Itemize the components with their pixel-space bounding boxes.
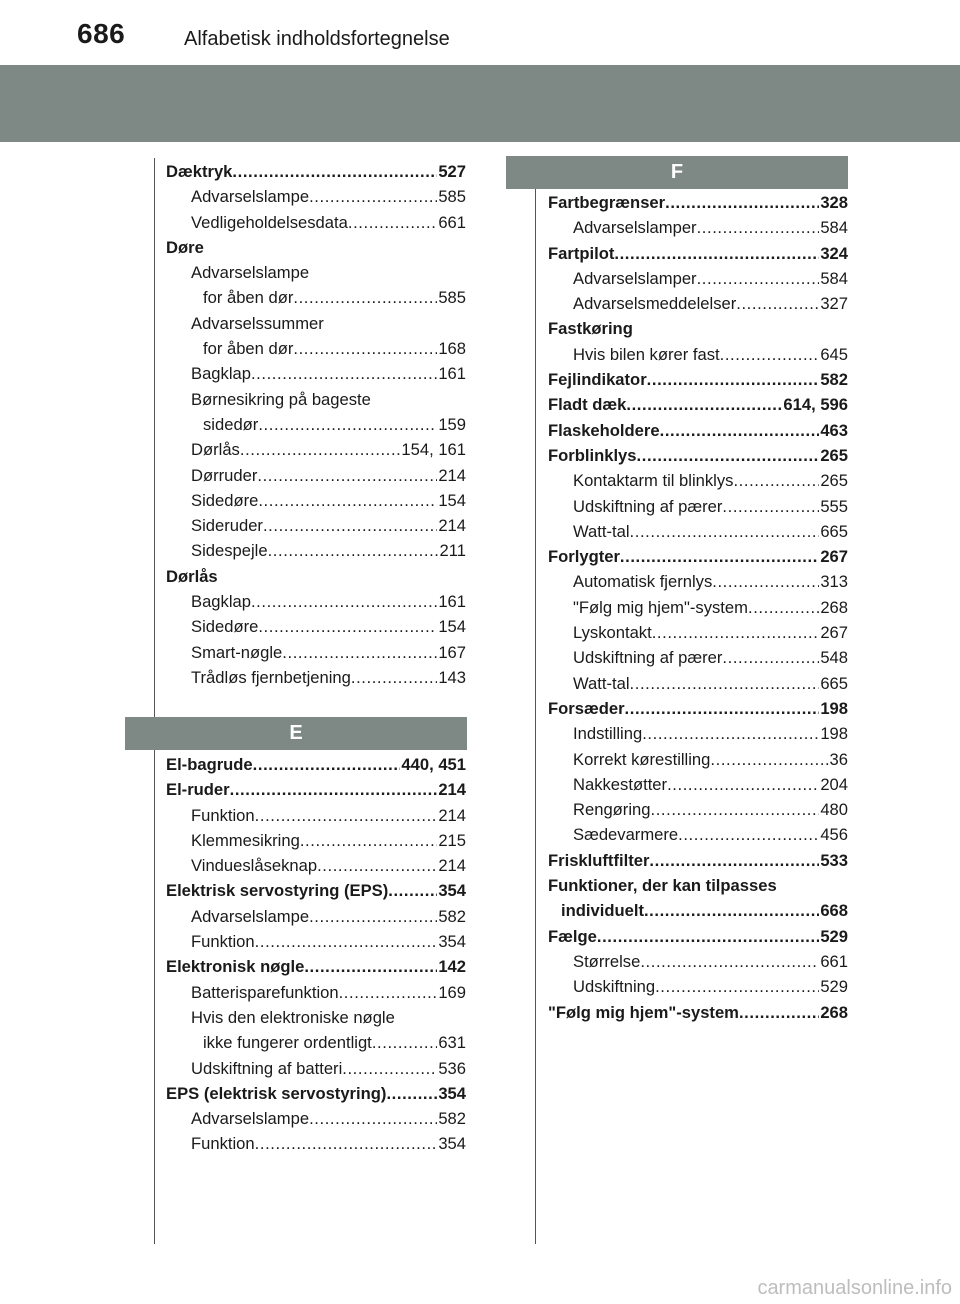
index-term: for åben dør xyxy=(203,339,294,359)
index-entry xyxy=(166,387,466,412)
dot-leader xyxy=(614,241,819,266)
dot-leader xyxy=(258,614,437,639)
index-term: Fastkøring xyxy=(548,319,633,339)
index-entry xyxy=(548,443,848,468)
dot-leader xyxy=(644,898,819,923)
page-reference: 265 xyxy=(820,471,848,491)
page-reference: 214 xyxy=(438,805,466,825)
dot-leader xyxy=(637,443,820,468)
index-term: Vindueslåseknap xyxy=(191,856,318,876)
page-reference: 267 xyxy=(820,547,848,567)
dot-leader xyxy=(293,285,437,310)
index-term: Sideruder xyxy=(191,516,263,536)
index-entry xyxy=(166,1005,466,1030)
index-entry xyxy=(166,1081,466,1106)
index-column-left-e xyxy=(166,752,466,1157)
index-entry xyxy=(548,772,848,797)
page-reference: 533 xyxy=(820,850,848,870)
dot-leader xyxy=(372,1030,438,1055)
page-reference: 555 xyxy=(820,496,848,516)
page-reference: 214 xyxy=(438,516,466,536)
index-entry xyxy=(548,645,848,670)
index-entry xyxy=(548,595,848,620)
index-entry xyxy=(548,392,848,417)
index-term: Fælge xyxy=(548,926,597,946)
index-entry xyxy=(548,190,848,215)
index-entry xyxy=(166,235,466,260)
index-term: individuelt xyxy=(561,901,644,921)
index-entry xyxy=(548,367,848,392)
dot-leader xyxy=(649,848,819,873)
index-term: Sidedøre xyxy=(191,490,259,510)
page-reference: 480 xyxy=(820,800,848,820)
dot-leader xyxy=(642,721,819,746)
page-reference: 614, 596 xyxy=(783,395,848,415)
index-entry xyxy=(548,316,848,341)
index-entry xyxy=(548,342,848,367)
page-reference: 585 xyxy=(438,187,466,207)
page-reference: 154, 161 xyxy=(401,440,466,460)
index-entry xyxy=(166,1030,466,1055)
index-entry xyxy=(166,564,466,589)
index-entry xyxy=(166,336,466,361)
dot-leader xyxy=(667,772,819,797)
index-entry xyxy=(166,513,466,538)
page-reference: 328 xyxy=(820,193,848,212)
dot-leader xyxy=(309,1106,437,1131)
dot-leader xyxy=(251,361,437,386)
index-entry xyxy=(166,210,466,235)
index-entry xyxy=(548,873,848,898)
index-term: Bagklap xyxy=(191,364,251,384)
index-entry xyxy=(166,184,466,209)
page-header xyxy=(0,0,960,142)
dot-leader xyxy=(253,752,401,777)
index-term: sidedør xyxy=(203,414,259,434)
index-term: Udskiftning af pærer xyxy=(573,648,723,668)
index-list-d xyxy=(166,159,466,690)
dot-leader xyxy=(710,747,828,772)
dot-leader xyxy=(626,392,782,417)
index-term: Watt-tal xyxy=(573,521,630,541)
page-reference: 154 xyxy=(438,490,466,510)
index-term: Udskiftning af batteri xyxy=(191,1058,343,1078)
index-entry xyxy=(548,974,848,999)
page-reference: 198 xyxy=(820,724,848,744)
index-entry xyxy=(166,311,466,336)
page-reference: 168 xyxy=(438,339,466,359)
index-entry xyxy=(166,853,466,878)
dot-leader xyxy=(348,210,437,235)
index-term: Bagklap xyxy=(191,592,251,612)
index-entry xyxy=(548,696,848,721)
index-term: for åben dør xyxy=(203,288,294,308)
dot-leader xyxy=(255,803,438,828)
index-term: Lyskontakt xyxy=(573,623,652,643)
dot-leader xyxy=(351,665,437,690)
dot-leader xyxy=(697,215,820,240)
dot-leader xyxy=(293,336,437,361)
dot-leader xyxy=(255,929,438,954)
dot-leader xyxy=(251,589,437,614)
index-term: Nakkestøtter xyxy=(573,774,668,794)
index-term: Advarselsmeddelelser xyxy=(573,294,737,314)
index-term: Watt-tal xyxy=(573,673,630,693)
index-entry xyxy=(548,822,848,847)
index-term: Dørlås xyxy=(191,440,240,460)
index-entry xyxy=(166,260,466,285)
index-entry xyxy=(548,468,848,493)
index-entry xyxy=(166,904,466,929)
dot-leader xyxy=(720,342,820,367)
dot-leader xyxy=(650,797,819,822)
page-reference: 167 xyxy=(438,642,466,662)
page-reference: 143 xyxy=(438,667,466,687)
index-entry xyxy=(548,291,848,316)
section-header-e: E xyxy=(125,717,467,750)
index-entry xyxy=(166,980,466,1005)
dot-leader xyxy=(304,954,437,979)
watermark: carmanualsonline.info xyxy=(757,1277,952,1299)
dot-leader xyxy=(317,853,437,878)
page-reference: 214 xyxy=(438,780,466,800)
index-entry xyxy=(548,519,848,544)
index-entry xyxy=(166,828,466,853)
index-term: Funktion xyxy=(191,805,255,825)
page-reference: 268 xyxy=(820,597,848,617)
index-entry xyxy=(166,437,466,462)
index-term: Sidedøre xyxy=(191,617,259,637)
index-term: Sædevarmere xyxy=(573,825,679,845)
page-reference: 527 xyxy=(438,162,466,181)
page-reference: 211 xyxy=(439,541,466,561)
dot-leader xyxy=(386,1081,437,1106)
index-entry xyxy=(548,747,848,772)
dot-leader xyxy=(309,184,437,209)
index-term: Vedligeholdelsesdata xyxy=(191,212,348,232)
dot-leader xyxy=(697,266,820,291)
page-reference: 582 xyxy=(820,370,848,390)
header-band xyxy=(0,65,960,142)
page-reference: 440, 451 xyxy=(401,755,466,774)
index-term: Advarselslamper xyxy=(573,268,697,288)
page-reference: 354 xyxy=(438,1083,466,1103)
index-term: Børnesikring på bageste xyxy=(191,389,371,409)
page-reference: 645 xyxy=(820,344,848,364)
index-term: Advarselslampe xyxy=(191,187,310,207)
index-term: Hvis bilen kører fast xyxy=(573,344,720,364)
index-term: Advarselslamper xyxy=(573,218,697,238)
index-term: Flaskeholdere xyxy=(548,420,660,440)
page-title: Alfabetisk indholdsfortegnelse xyxy=(184,28,450,50)
index-term: Forsæder xyxy=(548,698,625,718)
index-entry xyxy=(166,954,466,979)
index-term: "Følg mig hjem"-system xyxy=(573,597,748,617)
index-entry xyxy=(548,241,848,266)
index-term: Smart-nøgle xyxy=(191,642,283,662)
page-reference: 631 xyxy=(438,1033,466,1053)
index-entry xyxy=(548,494,848,519)
index-list-f xyxy=(548,190,848,1025)
dot-leader xyxy=(722,494,819,519)
index-term: Advarselslampe xyxy=(191,906,310,926)
page-reference: 354 xyxy=(438,932,466,952)
index-entry xyxy=(166,1106,466,1131)
page-reference: 456 xyxy=(820,825,848,845)
index-term: Dæktryk xyxy=(166,162,233,181)
page-reference: 584 xyxy=(820,268,848,288)
index-term: Elektronisk nøgle xyxy=(166,957,305,977)
index-entry xyxy=(166,878,466,903)
dot-leader xyxy=(665,190,819,215)
index-entry xyxy=(166,463,466,488)
dot-leader xyxy=(388,878,437,903)
index-term: Advarselslampe xyxy=(191,263,310,283)
page-reference: 661 xyxy=(820,951,848,971)
right-column-rule xyxy=(535,158,536,1244)
dot-leader xyxy=(678,822,819,847)
dot-leader xyxy=(232,159,437,184)
page-reference: 463 xyxy=(820,420,848,440)
index-entry xyxy=(548,418,848,443)
section-header-f: F xyxy=(506,156,848,189)
page-reference: 529 xyxy=(820,926,848,946)
index-term: Dørruder xyxy=(191,465,258,485)
index-term: Fartpilot xyxy=(548,243,615,263)
index-entry xyxy=(548,215,848,240)
page-reference: 154 xyxy=(438,617,466,637)
left-column-rule xyxy=(154,158,155,1244)
index-term: Fladt dæk xyxy=(548,395,627,415)
index-entry xyxy=(166,803,466,828)
dot-leader xyxy=(258,488,437,513)
dot-leader xyxy=(660,418,820,443)
index-entry xyxy=(548,848,848,873)
index-term: Dørlås xyxy=(166,566,218,586)
page-reference: 214 xyxy=(438,856,466,876)
page-reference: 585 xyxy=(438,288,466,308)
index-term: Advarselslampe xyxy=(191,1109,310,1129)
index-term: Rengøring xyxy=(573,800,651,820)
dot-leader xyxy=(257,463,437,488)
index-term: EPS (elektrisk servostyring) xyxy=(166,1083,387,1103)
dot-leader xyxy=(630,671,820,696)
index-entry xyxy=(548,1000,848,1025)
index-entry xyxy=(548,544,848,569)
index-term: Funktion xyxy=(191,932,255,952)
page-reference: 548 xyxy=(820,648,848,668)
dot-leader xyxy=(339,980,438,1005)
index-entry xyxy=(548,797,848,822)
page-number: 686 xyxy=(77,18,126,49)
dot-leader xyxy=(268,538,439,563)
index-term: Batterisparefunktion xyxy=(191,982,339,1002)
page-reference: 215 xyxy=(438,830,466,850)
index-term: Forlygter xyxy=(548,547,620,567)
index-entry xyxy=(166,929,466,954)
index-term: Friskluftfilter xyxy=(548,850,650,870)
page-reference: 169 xyxy=(438,982,466,1002)
index-term: Størrelse xyxy=(573,951,641,971)
index-entry xyxy=(548,266,848,291)
dot-leader xyxy=(652,620,820,645)
dot-leader xyxy=(255,1131,438,1156)
page-reference: 214 xyxy=(438,465,466,485)
index-entry xyxy=(548,620,848,645)
page-reference: 324 xyxy=(820,243,848,263)
index-entry xyxy=(166,488,466,513)
index-entry xyxy=(166,1056,466,1081)
index-entry xyxy=(548,569,848,594)
index-column-left xyxy=(166,159,466,690)
dot-leader xyxy=(736,291,819,316)
dot-leader xyxy=(282,640,437,665)
index-term: Elektrisk servostyring (EPS) xyxy=(166,881,389,901)
index-term: ikke fungerer ordentligt xyxy=(203,1033,372,1053)
index-entry xyxy=(548,949,848,974)
dot-leader xyxy=(597,924,819,949)
dot-leader xyxy=(300,828,438,853)
page-reference: 582 xyxy=(438,906,466,926)
page-reference: 267 xyxy=(820,623,848,643)
index-term: Funktion xyxy=(191,1134,255,1154)
index-entry xyxy=(166,159,466,184)
index-entry xyxy=(548,924,848,949)
index-term: Trådløs fjernbetjening xyxy=(191,667,351,687)
index-entry xyxy=(166,538,466,563)
dot-leader xyxy=(640,949,819,974)
page-reference: 582 xyxy=(438,1109,466,1129)
page-reference: 313 xyxy=(820,572,848,592)
dot-leader xyxy=(240,437,401,462)
page-reference: 268 xyxy=(820,1002,848,1022)
dot-leader xyxy=(342,1056,437,1081)
index-term: Advarselssummer xyxy=(191,313,324,333)
dot-leader xyxy=(630,519,820,544)
index-entry xyxy=(166,361,466,386)
index-entry xyxy=(548,721,848,746)
page-reference: 665 xyxy=(820,521,848,541)
page-reference: 661 xyxy=(438,212,466,232)
page-reference: 354 xyxy=(438,881,466,901)
dot-leader xyxy=(712,569,819,594)
index-term: Sidespejle xyxy=(191,541,268,561)
index-term: Klemmesikring xyxy=(191,830,300,850)
dot-leader xyxy=(739,1000,819,1025)
index-column-right xyxy=(548,190,848,1025)
index-term: Udskiftning xyxy=(573,977,656,997)
index-term: Forblinklys xyxy=(548,445,637,465)
index-entry xyxy=(548,671,848,696)
index-entry xyxy=(166,589,466,614)
index-entry xyxy=(166,640,466,665)
page-reference: 142 xyxy=(438,957,466,977)
index-term: El-bagrude xyxy=(166,755,253,774)
page-reference: 265 xyxy=(820,445,848,465)
page-reference: 198 xyxy=(820,698,848,718)
page-reference: 204 xyxy=(820,774,848,794)
page-reference: 327 xyxy=(820,294,848,314)
dot-leader xyxy=(655,974,819,999)
index-term: "Følg mig hjem"-system xyxy=(548,1002,739,1022)
index-term: El-ruder xyxy=(166,780,230,800)
page-reference: 354 xyxy=(438,1134,466,1154)
index-term: Hvis den elektroniske nøgle xyxy=(191,1007,395,1027)
dot-leader xyxy=(647,367,820,392)
index-entry xyxy=(166,614,466,639)
index-term: Udskiftning af pærer xyxy=(573,496,723,516)
index-term: Korrekt kørestilling xyxy=(573,749,711,769)
page-reference: 159 xyxy=(438,414,466,434)
index-entry xyxy=(166,412,466,437)
index-entry xyxy=(166,285,466,310)
index-entry xyxy=(166,665,466,690)
index-term: Funktioner, der kan tilpasses xyxy=(548,876,777,896)
index-term: Fartbegrænser xyxy=(548,193,666,212)
dot-leader xyxy=(309,904,437,929)
page-reference: 584 xyxy=(820,218,848,238)
index-list-e xyxy=(166,752,466,1157)
dot-leader xyxy=(263,513,437,538)
page-reference: 668 xyxy=(820,901,848,921)
page-reference: 36 xyxy=(829,749,848,769)
index-term: Kontaktarm til blinklys xyxy=(573,471,734,491)
index-entry xyxy=(166,1131,466,1156)
index-term: Automatisk fjernlys xyxy=(573,572,713,592)
dot-leader xyxy=(722,645,819,670)
dot-leader xyxy=(733,468,819,493)
dot-leader xyxy=(620,544,819,569)
dot-leader xyxy=(625,696,820,721)
dot-leader xyxy=(258,412,437,437)
page-reference: 536 xyxy=(438,1058,466,1078)
page-reference: 665 xyxy=(820,673,848,693)
index-entry xyxy=(166,777,466,802)
index-term: Fejlindikator xyxy=(548,370,647,390)
dot-leader xyxy=(748,595,819,620)
page-reference: 529 xyxy=(820,977,848,997)
index-entry xyxy=(548,898,848,923)
dot-leader xyxy=(230,777,438,802)
page-reference: 161 xyxy=(438,592,466,612)
index-entry xyxy=(166,752,466,777)
index-term: Indstilling xyxy=(573,724,643,744)
page-reference: 161 xyxy=(438,364,466,384)
index-term: Døre xyxy=(166,237,204,257)
